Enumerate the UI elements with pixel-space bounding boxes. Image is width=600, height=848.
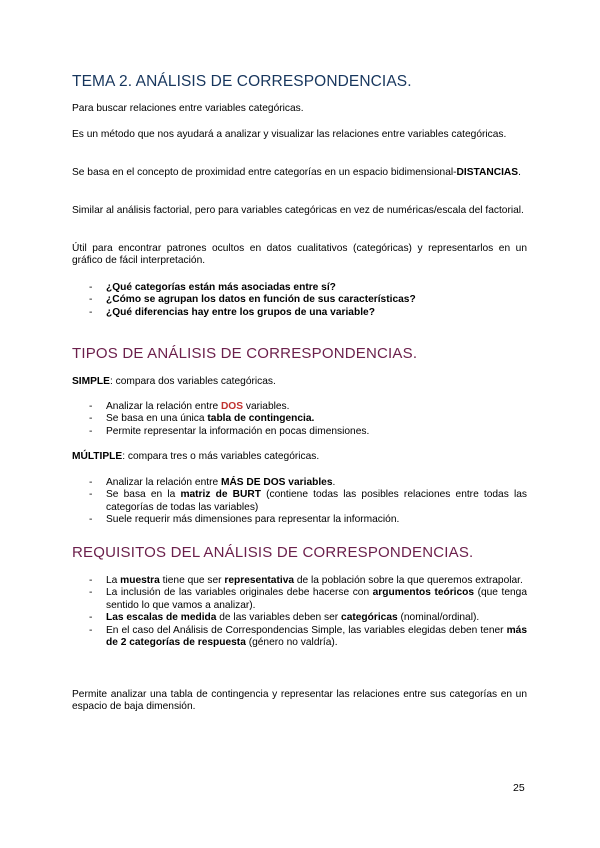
list-item [89,401,527,413]
dash-bullet: - [89,401,93,412]
muestra-bold: muestra [120,575,160,586]
dash-bullet: - [89,612,93,624]
argumentos-teoricos-bold: argumentos teóricos [372,587,475,599]
intro-paragraph-4: Similar al análisis factorial, pero para variables categóricas en vez de numéricas/escala del factorial. [72,205,524,216]
simple-item-1-text: Analizar la relación entre [106,401,221,412]
page-number: 25 [513,782,525,794]
simple-item-3-text: Permite representar la información en pocas dimensiones. [106,425,370,437]
requisitos-list [89,575,527,649]
list-item [89,477,527,489]
simple-label: SIMPLE [72,376,110,387]
multiple-list [89,477,527,527]
tabla-contingencia-bold: tabla de contingencia. [207,413,315,425]
list-item [89,426,527,438]
simple-desc: : compara dos variables categóricas. [109,376,276,387]
question-1: ¿Qué categorías están más asociadas entre sí? [106,282,336,293]
dash-bullet: - [89,294,93,306]
representativa-bold: representativa [224,575,295,586]
page-title: TEMA 2. ANÁLISIS DE CORRESPONDENCIAS. [72,73,412,90]
multiple-label: MÚLTIPLE [72,451,123,462]
list-item [89,612,527,624]
dash-bullet: - [89,477,93,488]
mas-de-2-categorias-bold: más de 2 categorías de respuesta [106,624,527,649]
intro-p3-end: . [518,167,521,178]
section-heading-requisitos: REQUISITOS DEL ANÁLISIS DE CORRESPONDENCIAS. [72,544,474,561]
intro-p3-text: Se basa en el concepto de proximidad entre categorías en un espacio bidimensional- [72,167,457,178]
dash-bullet: - [89,306,93,318]
req-1-b: tiene que ser [159,575,225,586]
intro-paragraph-5: Útil para encontrar patrones ocultos en datos cualitativos (categóricas) y representarlos en un gráfico de fácil interpretación. [72,243,527,267]
multiple-item-2-text: Se basa en la [106,489,181,501]
dash-bullet: - [89,489,93,501]
dos-highlight: DOS [220,401,244,412]
list-item [89,307,527,319]
list-item [89,282,527,294]
dash-bullet: - [89,425,93,437]
mas-de-dos-bold: MÁS DE DOS variables [220,477,333,488]
req-4-b: (género no valdría). [245,637,338,649]
escalas-medida-bold: Las escalas de medida [106,612,217,624]
multiple-item-1-text: Analizar la relación entre [106,477,221,488]
dash-bullet: - [89,587,93,599]
simple-paragraph [72,376,527,388]
dash-bullet: - [89,575,93,586]
questions-list [89,282,527,319]
matriz-burt-bold: matriz de BURT [180,489,261,501]
list-item [89,625,527,650]
dash-bullet: - [89,413,93,425]
intro-paragraph-3 [72,167,527,179]
req-3-b: (nominal/ordinal). [397,612,480,624]
req-1-a: La [106,575,121,586]
categoricas-bold: categóricas [341,612,398,624]
multiple-paragraph [72,451,527,463]
dash-bullet: - [89,282,93,293]
list-item [89,294,527,306]
req-3-a: de las variables deben ser [216,612,342,624]
intro-paragraph-1: Para buscar relaciones entre variables categóricas. [72,103,304,114]
dash-bullet: - [89,624,93,636]
intro-paragraph-2: Es un método que nos ayudará a analizar y visualizar las relaciones entre variables categóricas. [72,129,507,140]
list-item [89,575,527,587]
multiple-item-3-text: Suele requerir más dimensiones para representar la información. [106,514,400,526]
question-3: ¿Qué diferencias hay entre los grupos de una variable? [106,306,375,318]
simple-list [89,401,527,438]
req-2-b: (que tenga sentido lo que vamos a analizar). [106,587,527,611]
list-item [89,514,527,526]
req-2-a: La inclusión de las variables originales debe hacerse con [106,587,373,599]
multiple-desc: : compara tres o más variables categóricas. [122,451,320,462]
list-item [89,489,527,514]
section-heading-tipos: TIPOS DE ANÁLISIS DE CORRESPONDENCIAS. [72,345,418,362]
req-1-c: de la población sobre la que queremos extrapolar. [294,575,523,586]
list-item [89,587,527,612]
closing-paragraph: Permite analizar una tabla de contingencia y representar las relaciones entre sus categorías en un espacio de baja dimensión. [72,689,527,713]
dash-bullet: - [89,514,93,526]
list-item [89,413,527,425]
simple-item-1-end: variables. [243,401,290,412]
req-4-a: En el caso del Análisis de Correspondencias Simple, las variables elegidas deben tener [106,624,507,636]
multiple-item-2-end: (contiene todas las posibles relaciones entre todas las categorías de todas las variables) [106,489,527,513]
simple-item-2-text: Se basa en una única [106,413,208,425]
distancias-bold: DISTANCIAS [456,167,519,178]
question-2: ¿Cómo se agrupan los datos en función de sus características? [106,294,416,306]
multiple-item-1-end: . [332,477,336,488]
